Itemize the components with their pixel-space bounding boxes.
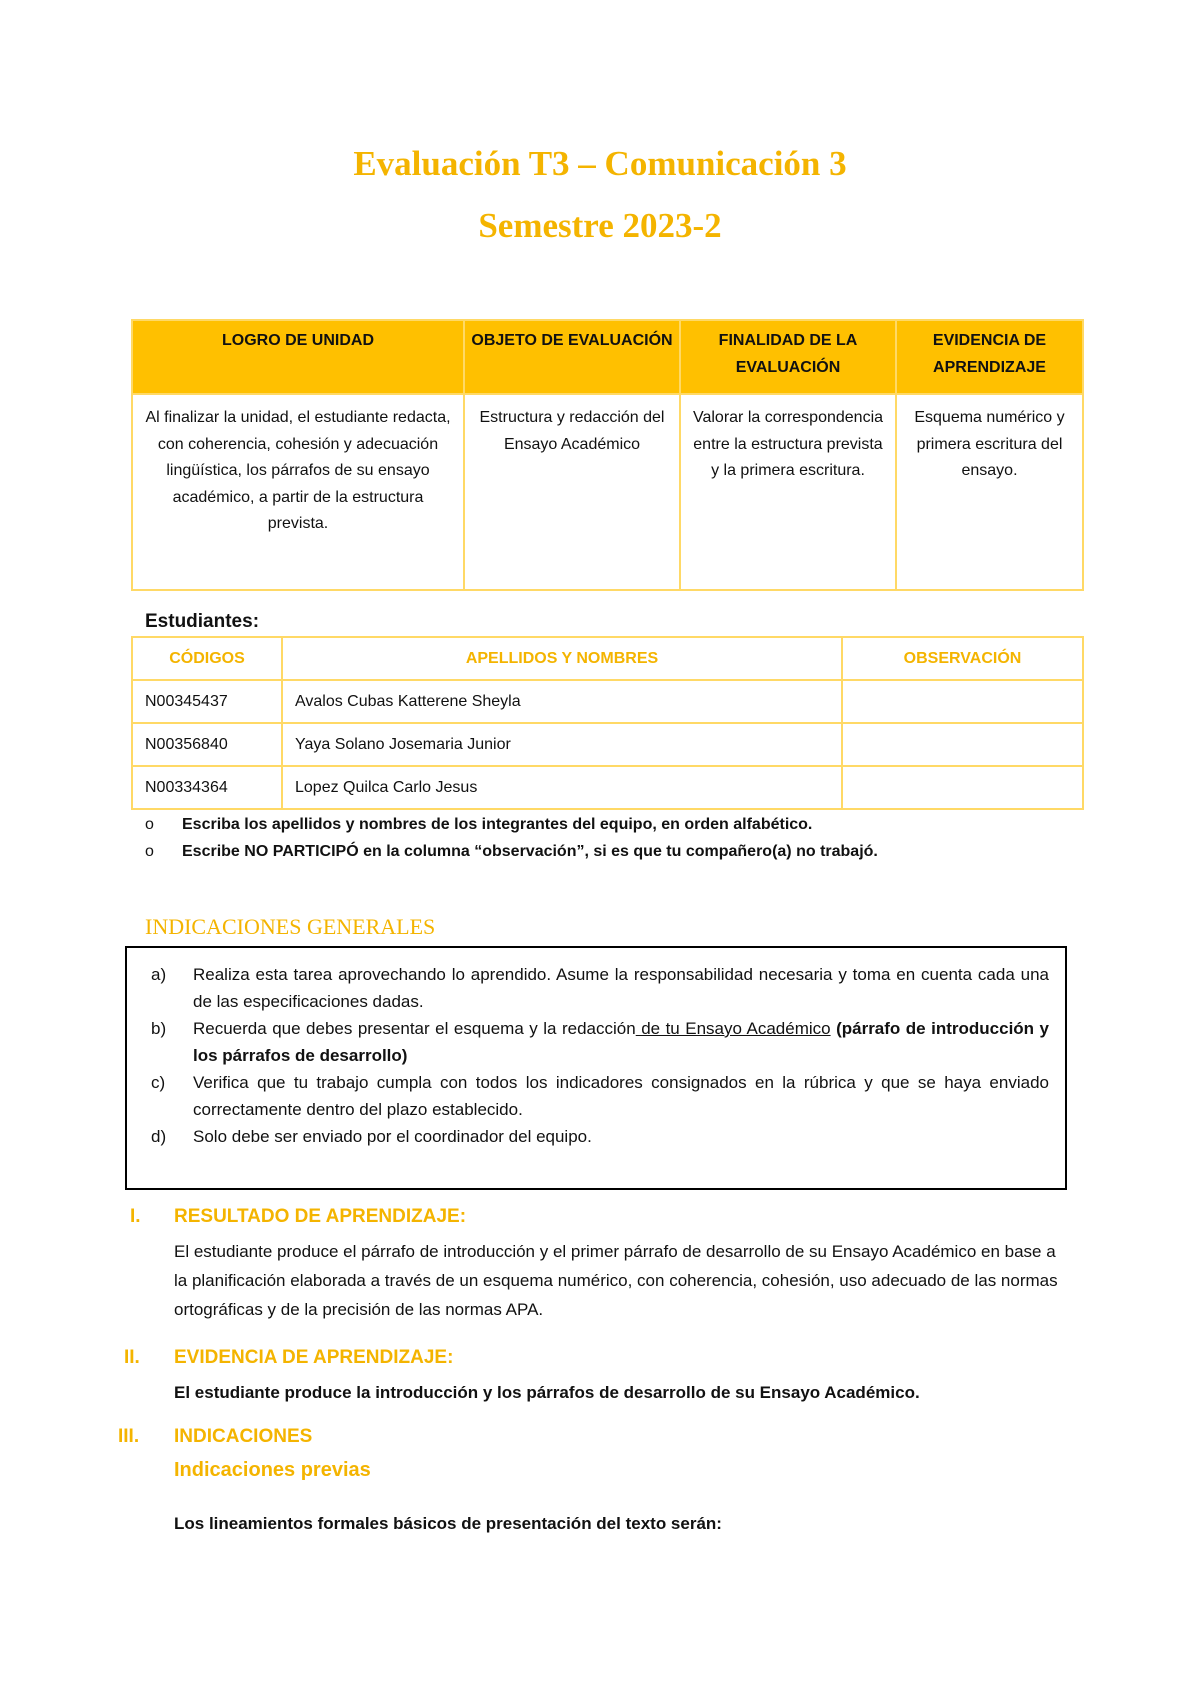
students-notes — [145, 811, 878, 865]
student-observation[interactable] — [842, 723, 1083, 766]
cell-logro-unidad: Al finalizar la unidad, el estudiante redacta, con coherencia, cohesión y adecuación lingüística, los párrafos de su ensayo académico, a partir de la estructura prevista. — [132, 394, 464, 590]
item-text-underlined: de tu Ensayo Académico — [635, 1019, 831, 1038]
student-code: N00356840 — [132, 723, 282, 766]
item-text: Realiza esta tarea aprovechando lo aprendido. Asume la responsabilidad necesaria y toma en cuenta cada una de las especificaciones dadas. — [193, 965, 1049, 1011]
section-number: II. — [124, 1347, 140, 1368]
list-item — [145, 838, 878, 865]
table-row — [132, 680, 1083, 723]
header-evidencia-aprendizaje: EVIDENCIA DE APRENDIZAJE — [896, 320, 1083, 394]
item-text: Solo debe ser enviado por el coordinador del equipo. — [193, 1127, 592, 1146]
evaluation-table — [131, 319, 1084, 591]
table-row — [132, 723, 1083, 766]
section-number: I. — [130, 1206, 141, 1227]
item-letter: c) — [151, 1073, 166, 1092]
header-codigos: CÓDIGOS — [132, 637, 282, 680]
list-item — [151, 1069, 1049, 1123]
bullet-icon: o — [145, 843, 154, 860]
item-text-part: Recuerda que debes presentar el esquema y la redacción — [193, 1019, 636, 1038]
header-finalidad-evaluacion: FINALIDAD DE LA EVALUACIÓN — [680, 320, 896, 394]
cell-finalidad-evaluacion: Valorar la correspondencia entre la estructura prevista y la primera escritura. — [680, 394, 896, 590]
table-row — [132, 766, 1083, 809]
section-number: III. — [118, 1426, 140, 1447]
item-text-bold: (párrafo de introducción y los párrafos de desarrollo) — [193, 1019, 1049, 1065]
section-subtitle: Indicaciones previas — [174, 1459, 371, 1481]
student-name: Lopez Quilca Carlo Jesus — [282, 766, 842, 809]
student-code: N00345437 — [132, 680, 282, 723]
section-title: EVIDENCIA DE APRENDIZAJE: — [174, 1347, 454, 1368]
students-table — [131, 636, 1084, 810]
section-body: Los lineamientos formales básicos de presentación del texto serán: — [174, 1514, 722, 1533]
page-subtitle: Semestre 2023-2 — [478, 206, 722, 245]
item-text: Verifica que tu trabajo cumpla con todos los indicadores consignados en la rúbrica y que se haya enviado correctamente dentro del plazo establecido. — [193, 1073, 1049, 1119]
indicaciones-generales-heading: INDICACIONES GENERALES — [145, 914, 436, 939]
cell-objeto-evaluacion: Estructura y redacción del Ensayo Académico — [464, 394, 680, 590]
header-logro-unidad: LOGRO DE UNIDAD — [132, 320, 464, 394]
list-item — [151, 1015, 1049, 1069]
note-text: Escriba los apellidos y nombres de los integrantes del equipo, en orden alfabético. — [182, 816, 813, 833]
student-code: N00334364 — [132, 766, 282, 809]
list-item — [151, 1123, 1049, 1150]
note-text: Escribe NO PARTICIPÓ en la columna “observación”, si es que tu compañero(a) no trabajó. — [182, 843, 878, 860]
student-observation[interactable] — [842, 766, 1083, 809]
section-title: INDICACIONES — [174, 1426, 313, 1447]
section-title: RESULTADO DE APRENDIZAJE: — [174, 1206, 467, 1227]
students-label: Estudiantes: — [145, 611, 260, 632]
page-title: Evaluación T3 – Comunicación 3 — [353, 144, 847, 183]
header-observacion: OBSERVACIÓN — [842, 637, 1083, 680]
bullet-icon: o — [145, 816, 154, 833]
list-item — [145, 811, 878, 838]
indicaciones-generales-box — [125, 946, 1067, 1190]
item-letter: d) — [151, 1127, 167, 1146]
student-name: Yaya Solano Josemaria Junior — [282, 723, 842, 766]
header-apellidos-nombres: APELLIDOS Y NOMBRES — [282, 637, 842, 680]
student-observation[interactable] — [842, 680, 1083, 723]
list-item — [151, 961, 1049, 1015]
item-text — [193, 1015, 1049, 1069]
section-body: El estudiante produce el párrafo de introducción y el primer párrafo de desarrollo de su Ensayo Académico en base a la planificación elaborada a través de un esquema numérico, con coherencia, cohesión, uso adecuado de las normas ortográficas y de la precisión de las normas APA. — [174, 1242, 1058, 1319]
header-objeto-evaluacion: OBJETO DE EVALUACIÓN — [464, 320, 680, 394]
item-letter: a) — [151, 965, 167, 984]
item-letter: b) — [151, 1019, 167, 1038]
student-name: Avalos Cubas Katterene Sheyla — [282, 680, 842, 723]
cell-evidencia-aprendizaje: Esquema numérico y primera escritura del ensayo. — [896, 394, 1083, 590]
section-body: El estudiante produce la introducción y los párrafos de desarrollo de su Ensayo Académico. — [174, 1383, 920, 1402]
